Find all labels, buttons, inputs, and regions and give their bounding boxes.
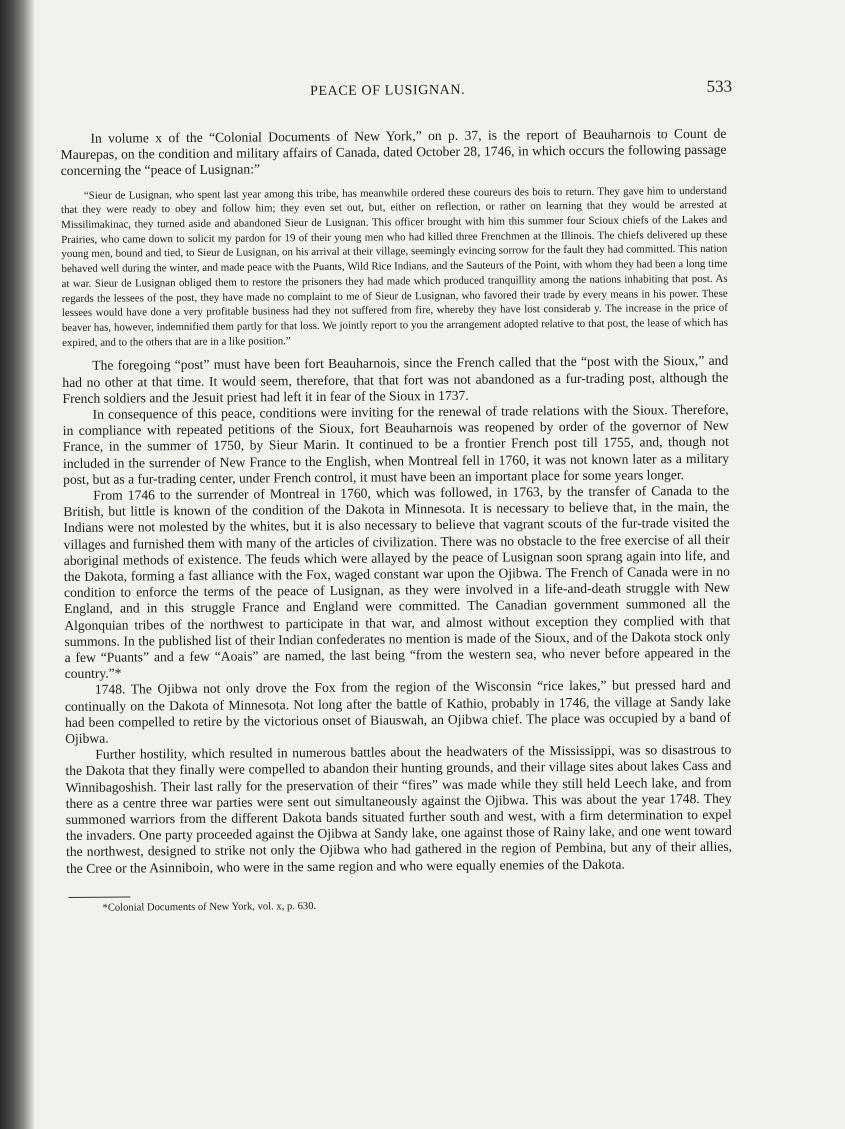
- paragraph-consequence: In consequence of this peace, conditions were inviting for the renewal of trade relations with the Sioux. Therefore, in compliance with repeated petitions of the Sioux, fort Beauharnois was reopened by order of the governor of New France, in the summer of 1750, by Sieur Marin. It continued to be a frontier French post till 1755, and, though not included in the surrender of New France to the English, when Montreal fell in 1760, it was not known later as a military post, but as a fur-trading center, under French control, it must have been an important place for some years longer.: [62, 401, 730, 487]
- intro-paragraph: In volume x of the “Colonial Documents of New York,” on p. 37, is the report of Beauharnois to Count de Maurepas, on the condition and military affairs of Canada, dated October 28, 1746, in which occurs the following passage concerning the “peace of Lusignan:”: [60, 125, 727, 179]
- footnote: *Colonial Documents of New York, vol. x, p. 630.: [102, 900, 317, 914]
- running-head: [60, 75, 733, 110]
- paragraph-1748: 1748. The Ojibwa not only drove the Fox from the region of the Wisconsin “rice lakes,” but pressed hard and continually on the Dakota of Minnesota. Not long after the battle of Kathio, probably in 1746, the village at Sandy lake had been compelled to retire by the victorious onset of Biauswah, an Ojibwa chief. The place was occupied by a band of Ojibwa.: [64, 677, 732, 746]
- paragraph-hostility: Further hostility, which resulted in numerous battles about the headwaters of the Mississippi, was so disastrous to the Dakota that they finally were compelled to abandon their hunting grounds, and their village sites about lakes Cass and Winnibagoshish. Their last rally for the preservation of their “fires” was made while they still held Leech lake, and from there as a centre three war parties were sent out simultaneously against the Ojibwa. This was about the year 1748. They summoned warriors from the different Dakota bands situated further south and west, with a firm determination to expel the invaders. One party proceeded against the Ojibwa at Sandy lake, one against those of Rainy lake, and one went toward the northwest, designed to strike not only the Ojibwa who had gathered in the region of Pembina, but any of their allies, the Cree or the Asinniboin, who were in the same region and who were equally enemies of the Dakota.: [65, 741, 733, 876]
- book-spine-shadow: [0, 0, 34, 1129]
- running-title: PEACE OF LUSIGNAN.: [310, 82, 466, 100]
- paragraph-from-1746: From 1746 to the surrender of Montreal in 1760, which was followed, in 1763, by the transfer of Canada to the British, but little is known of the condition of the Dakota in Minnesota. It is necessary to believe that, in the main, the Indians were not molested by the whites, but it is also necessary to believe that vagrant scouts of the fur-trade visited the villages and furnished them with many of the articles of civilization. There was no obstacle to the free exercise of all their aboriginal methods of existence. The feuds which were allayed by the peace of Lusignan soon sprang again into life, and the Dakota, forming a fast alliance with the Fox, waged constant war upon the Ojibwa. The French of Canada were in no condition to enforce the terms of the peace of Lusignan, as they were involved in a life-and-death struggle with New England, and in this struggle France and England were committed. The Canadian government summoned all the Algonquian tribes of the northwest to participate in that war, and almost without exception they complied with that summons. In the published list of their Indian confederates no mention is made of the Sioux, and of the Dakota stock only a few “Puants” and a few “Aoais” are named, the last being “from the western sea, who never before appeared in the country.”*: [63, 482, 731, 682]
- footnote-divider: [68, 896, 130, 897]
- paragraph-post: The foregoing “post” must have been fort Beauharnois, since the French called that the “post with the Sioux,” and had no other at that time. It would seem, therefore, that that fort was not abandoned as a fur-trading post, although the French soldiers and the Jesuit priest had left it in fear of the Sioux in 1737.: [62, 353, 729, 406]
- block-quote: “Sieur de Lusignan, who spent last year among this tribe, has meanwhile ordered these coureurs des bois to return. They gave him to understand that they were ready to obey and follow him; they even set out, but, either on reflection, or rather on learning that they would be arrested at Missilimakinac, they turned aside and abandoned Sieur de Lusignan. This officer brought with him this summer four Scioux chiefs of the Lakes and Prairies, who came down to solicit my pardon for 19 of their young men who had killed three Frenchmen at the Illinois. The chiefs delivered up these young men, bound and tied, to Sieur de Lusignan, on his arrival at their village, seemingly evincing sorrow for the fault they had committed. This nation behaved well during the winter, and made peace with the Puants, Wild Rice Indians, and the Sauteurs of the Point, with whom they had been a long time at war. Sieur de Lusignan obliged them to restore the prisoners they had made which produced tranquillity among the nations inhabiting that post. As regards the lessees of the post, they have made no complaint to me of Sieur de Lusignan, who favored their trade by every means in his power. These lessees would have done a very profitable business had they not suffered from fire, whereby they have lost considerab y. The increase in the price of beaver has, however, indemnified them partly for that loss. We jointly report to you the arrangement adopted relative to that post, the lease of which has expired, and to the others that are in a like position.”: [60, 184, 728, 349]
- page-number: 533: [706, 76, 733, 96]
- book-page: [60, 75, 733, 914]
